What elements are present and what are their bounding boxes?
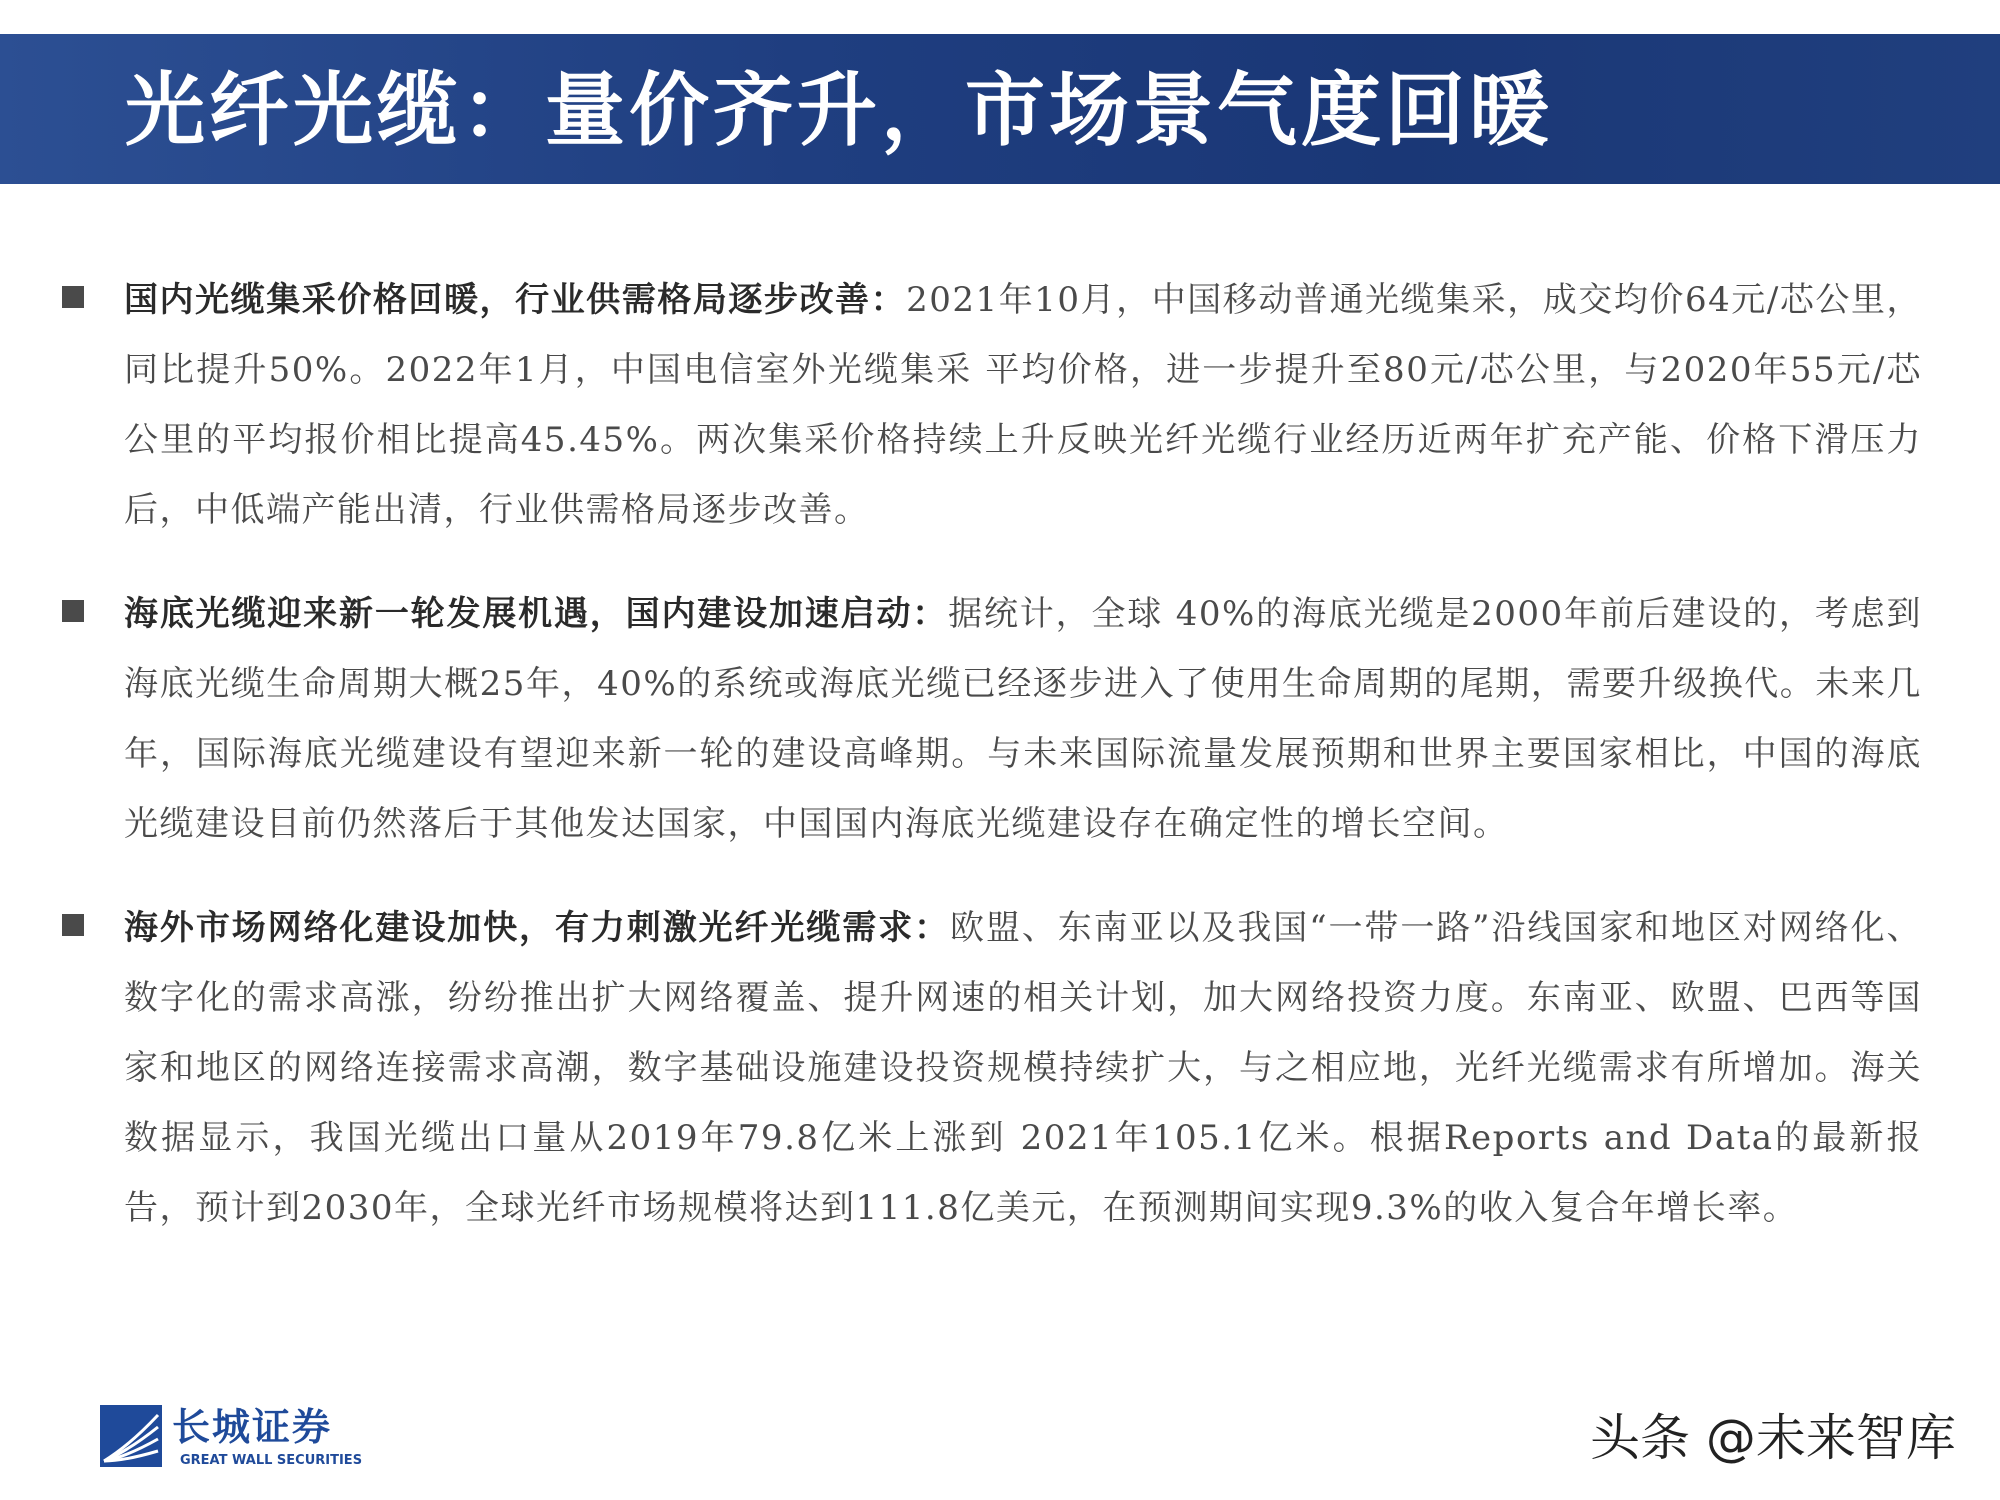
source-watermark: 头条 @未来智库 [1590, 1409, 1956, 1467]
bullet-body: 2021年10月，中国移动普通光缆集采，成交均价64元/芯公里，同比提升50%。2022年1月，中国电信室外光缆集采 平均价格，进一步提升至80元/芯公里，与2020年55元/芯公里的平均报价相比提高45.45%。两次集采价格持续上升反映光纤光缆行业经历近两年扩充产能、价格下滑压力后，中低端产能出清，行业供需格局逐步改善。 [124, 280, 1922, 530]
page-title: 光纤光缆：量价齐升，市场景气度回暖 [125, 63, 1553, 157]
bullet-paragraph [124, 893, 1922, 1243]
bullet-list [62, 265, 1922, 1277]
logo-english-name: GREAT WALL SECURITIES [180, 1453, 363, 1468]
company-logo [100, 1405, 400, 1475]
bullet-item-submarine-cable [62, 579, 1922, 859]
header-band [0, 34, 2000, 184]
great-wall-logo-icon [100, 1405, 162, 1467]
square-bullet-icon [62, 600, 84, 622]
bullet-heading: 国内光缆集采价格回暖，行业供需格局逐步改善： [124, 280, 907, 320]
bullet-paragraph [124, 265, 1922, 545]
square-bullet-icon [62, 914, 84, 936]
bullet-heading: 海底光缆迎来新一轮发展机遇，国内建设加速启动： [124, 594, 949, 634]
square-bullet-icon [62, 286, 84, 308]
bullet-item-overseas-market [62, 893, 1922, 1243]
bullet-item-domestic-cable-procurement [62, 265, 1922, 545]
bullet-heading: 海外市场网络化建设加快，有力刺激光纤光缆需求： [124, 908, 951, 948]
bullet-body: 据统计，全球 40%的海底光缆是2000年前后建设的，考虑到海底光缆生命周期大概25年，40%的系统或海底光缆已经逐步进入了使用生命周期的尾期，需要升级换代。未来几年，国际海底光缆建设有望迎来新一轮的建设高峰期。与未来国际流量发展预期和世界主要国家相比，中国的海底光缆建设目前仍然落后于其他发达国家，中国国内海底光缆建设存在确定性的增长空间。 [124, 594, 1923, 844]
logo-chinese-name: 长城证券 [172, 1405, 333, 1449]
bullet-paragraph [124, 579, 1922, 859]
bullet-body: 欧盟、东南亚以及我国“一带一路”沿线国家和地区对网络化、数字化的需求高涨，纷纷推出扩大网络覆盖、提升网速的相关计划，加大网络投资力度。东南亚、欧盟、巴西等国家和地区的网络连接需求高潮，数字基础设施建设投资规模持续扩大，与之相应地，光纤光缆需求有所增加。海关数据显示，我国光缆出口量从2019年79.8亿米上涨到 2021年105.1亿米。根据Reports and Data的最新报告，预计到2030年，全球光纤市场规模将达到111.8亿美元，在预测期间实现9.3%的收入复合年增长率。 [124, 908, 1923, 1228]
